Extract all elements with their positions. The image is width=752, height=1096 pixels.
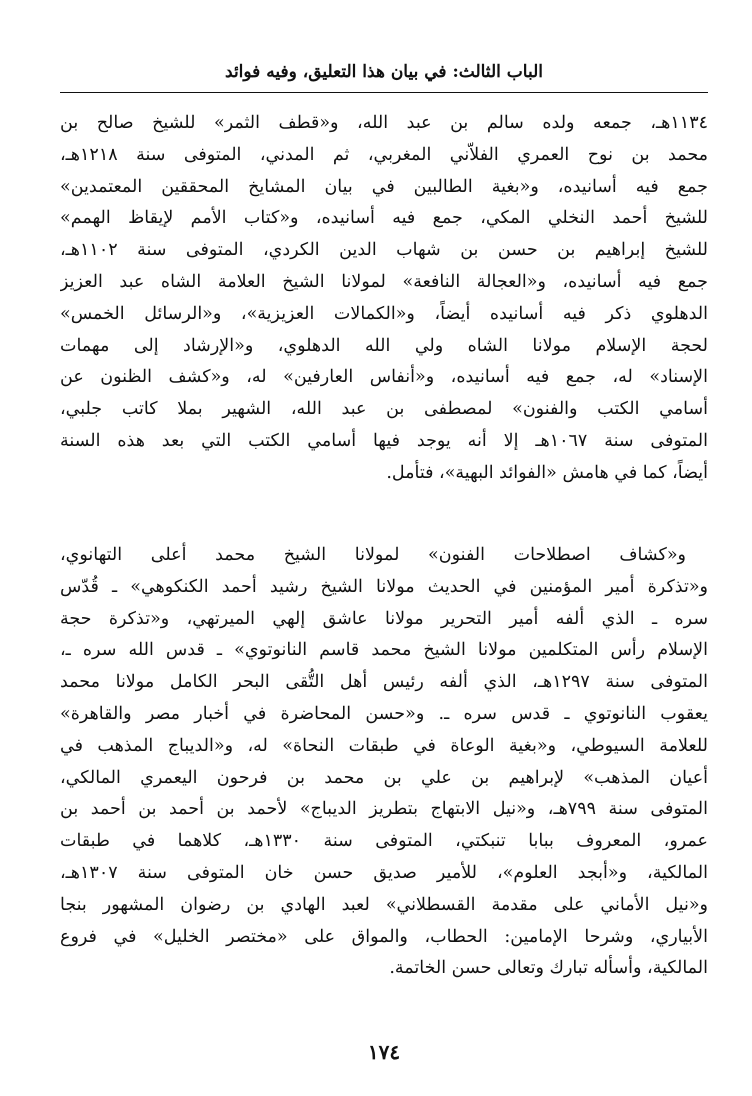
text-line: للعلامة السيوطي، و«بغية الوعاة في طبقات النحاة» له، و«الديباج المذهب في xyxy=(60,735,708,756)
text-line: أعيان المذهب» لإبراهيم بن علي بن محمد بن فرحون اليعمري المالكي، xyxy=(60,767,708,788)
paragraph-2 xyxy=(60,540,708,985)
header-rule xyxy=(60,92,708,93)
text-line: المتوفى سنة ١٢٩٧هـ، الذي ألفه رئيس أهل التُّقى البحر الكامل مولانا محمد xyxy=(60,672,708,693)
text-line: يعقوب النانوتوي ـ قدس سره ـ. و«حسن المحاضرة في أخبار مصر والقاهرة» xyxy=(60,703,708,724)
book-page xyxy=(60,50,708,1064)
running-header: الباب الثالث: في بيان هذا التعليق، وفيه فوائد xyxy=(225,62,543,82)
text-line: المتوفى سنة ١٠٦٧هـ إلا أنه يوجد فيها أسامي الكتب التي بعد هذه السنة xyxy=(60,430,708,451)
text-line: المتوفى سنة ٧٩٩هـ، و«نيل الابتهاج بتطريز الديباج» لأحمد بن أحمد بن أحمد بن xyxy=(60,799,708,820)
text-line: جمع فيه أسانيده، و«العجالة النافعة» لمولانا الشيخ العلامة الشاه عبد العزيز xyxy=(60,271,708,292)
text-line: الأبياري، وشرحا الإمامين: الحطاب، والمواق على «مختصر الخليل» في فروع xyxy=(60,926,708,947)
text-line: سره ـ الذي ألفه أمير التحرير مولانا عاشق إلهي الميرتهي، و«تذكرة حجة xyxy=(60,608,708,629)
text-line: أسامي الكتب والفنون» لمصطفى بن عبد الله، الشهير بملا كاتب جلبي، xyxy=(60,399,708,420)
text-line: أيضاً، كما في هامش «الفوائد البهية»، فتأمل. xyxy=(386,462,708,483)
text-line: لحجة الإسلام مولانا الشاه ولي الله الدهلوي، و«الإرشاد إلى مهمات xyxy=(60,335,708,356)
text-line: ١١٣٤هـ، جمعه ولده سالم بن عبد الله، و«قطف الثمر» للشيخ صالح بن xyxy=(60,113,708,133)
page-number: ١٧٤ xyxy=(367,1040,401,1064)
text-line: محمد بن نوح العمري الفلاّني المغربي، ثم المدني، المتوفى سنة ١٢١٨هـ، xyxy=(60,144,708,165)
text-line: و«كشاف اصطلاحات الفنون» لمولانا الشيخ محمد أعلى التهانوي، xyxy=(60,545,686,565)
text-line: المالكية، و«أبجد العلوم»، للأمير صديق حسن خان المتوفى سنة ١٣٠٧هـ، xyxy=(60,862,708,883)
paragraph-1 xyxy=(60,108,708,490)
text-line: و«نيل الأماني على مقدمة القسطلاني» لعبد الهادي بن رضوان المشهور بنجا xyxy=(60,894,708,915)
text-line: للشيخ أحمد النخلي المكي، جمع فيه أسانيده، و«كتاب الأمم لإيقاظ الهمم» xyxy=(60,208,708,229)
text-line: الإسلام رأس المتكلمين مولانا الشيخ محمد قاسم النانوتوي» ـ قدس الله سره ـ، xyxy=(60,640,708,661)
text-line: الدهلوي ذكر فيه أسانيده أيضاً، و«الكمالات العزيزية»، و«الرسائل الخمس» xyxy=(60,303,708,324)
text-line: الإسناد» له، جمع فيه أسانيده، و«أنفاس العارفين» له، و«كشف الظنون عن xyxy=(60,367,708,388)
text-line: جمع فيه أسانيده، و«بغية الطالبين في بيان المشايخ المحققين المعتمدين» xyxy=(60,176,708,197)
text-line: للشيخ إبراهيم بن حسن بن شهاب الدين الكردي، المتوفى سنة ١١٠٢هـ، xyxy=(60,240,708,261)
text-line: عمرو، المعروف ببابا تنبكتي، المتوفى سنة ١٣٣٠هـ، كلاهما في طبقات xyxy=(60,831,708,852)
text-line: المالكية، وأسأله تبارك وتعالى حسن الخاتمة. xyxy=(389,958,708,979)
text-line: و«تذكرة أمير المؤمنين في الحديث مولانا الشيخ رشيد أحمد الكنكوهي» ـ قُدّس xyxy=(60,576,708,597)
